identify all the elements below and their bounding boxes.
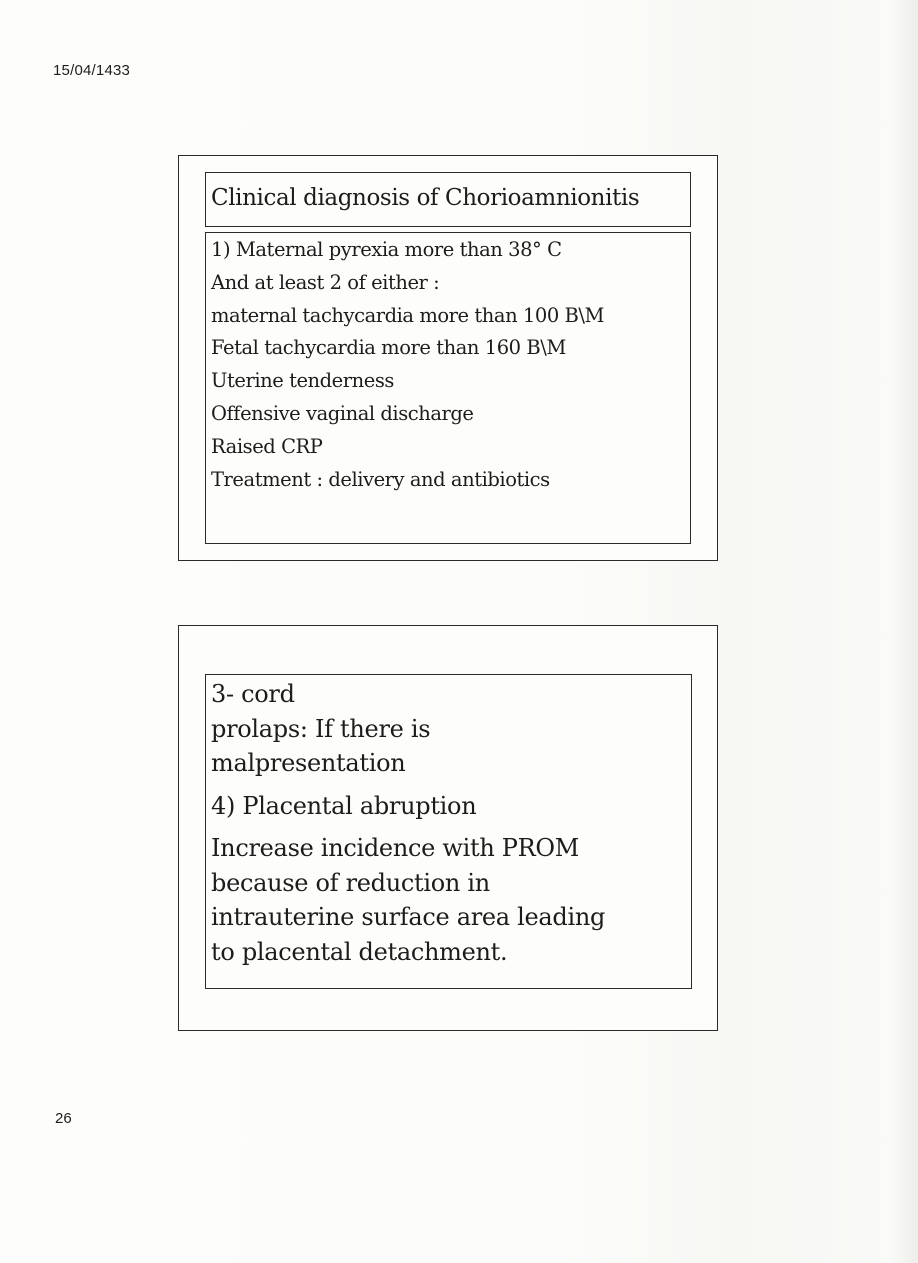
- slide-chorioamnionitis: [178, 155, 718, 561]
- slide-line: Treatment : delivery and antibiotics: [211, 467, 550, 491]
- slide-body: [205, 674, 692, 989]
- page-number: 26: [55, 1110, 72, 1127]
- header-date: 15/04/1433: [53, 62, 131, 79]
- slide-line: Offensive vaginal discharge: [211, 401, 474, 425]
- slide-line: maternal tachycardia more than 100 B\M: [211, 303, 605, 327]
- slide-line: prolaps: If there is: [211, 714, 431, 743]
- slide-line: Raised CRP: [211, 434, 323, 458]
- slide-line: 3- cord: [211, 680, 295, 708]
- page-edge-shadow: [892, 0, 918, 1263]
- slide-title: Clinical diagnosis of Chorioamnionitis: [205, 172, 691, 227]
- slide-line: 1) Maternal pyrexia more than 38° C: [211, 238, 562, 261]
- slide-line: to placental detachment.: [211, 937, 508, 966]
- slide-line: malpresentation: [211, 749, 406, 777]
- slide-line: Uterine tenderness: [211, 369, 394, 393]
- slide-body: [205, 232, 691, 544]
- slide-cord-prolapse-abruption: [178, 625, 718, 1031]
- slide-line: And at least 2 of either :: [211, 270, 440, 294]
- slide-line: intrauterine surface area leading: [211, 903, 606, 931]
- slide-line: 4) Placental abruption: [211, 791, 477, 820]
- slide-line: Fetal tachycardia more than 160 B\M: [211, 336, 566, 360]
- slide-line: Increase incidence with PROM: [211, 834, 580, 862]
- slide-line: because of reduction in: [211, 868, 490, 897]
